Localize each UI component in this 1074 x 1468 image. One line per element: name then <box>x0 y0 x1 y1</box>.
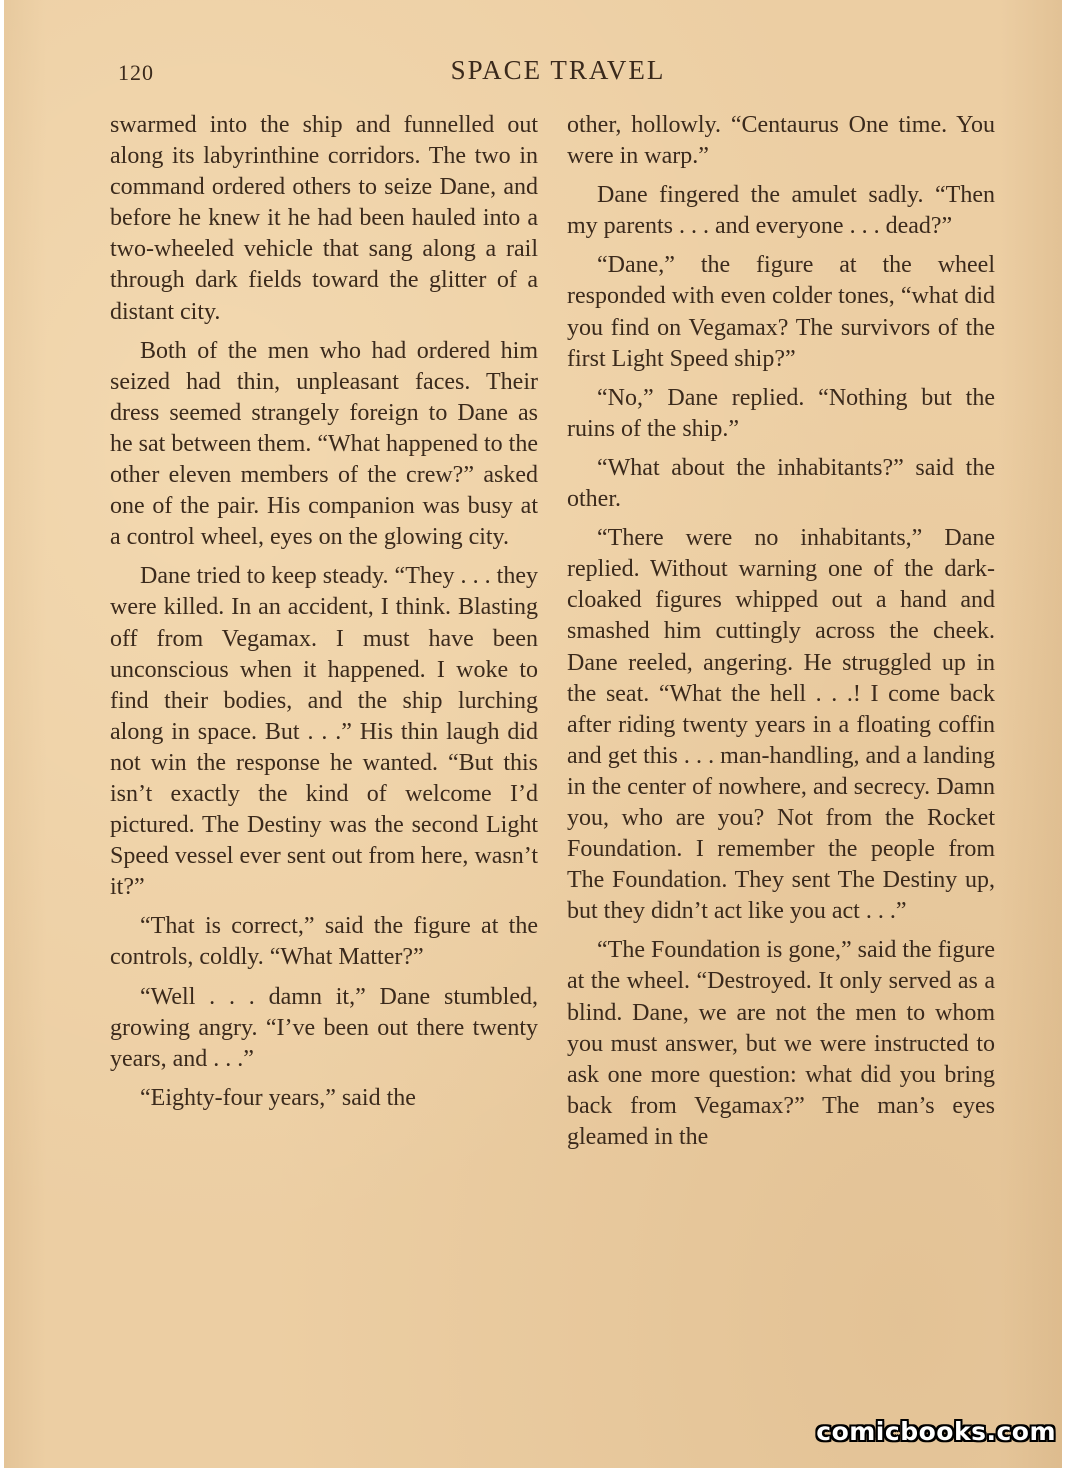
paragraph: swarmed into the ship and funnelled out along its labyrinthine corridors. The two in command ordered others to seize Dane, and before he knew it he had been hauled into a two-wheeled vehicle that sang along a rail through dark fields toward the glitter of a distant city. <box>110 112 538 325</box>
paragraph: other, hollowly. “Centaurus One time. You were in warp.” <box>567 112 995 170</box>
paragraph: Dane tried to keep steady. “They . . . they were killed. In an accident, I think. Blasting off from Vegamax. I must have been unconscious when it happened. I woke to find their bodies, and the ship lurching along in space. But . . .” His thin laugh did not win the response he wanted. “But this isn’t exactly the kind of welcome I’d pictured. The Destiny was the second Light Speed vessel ever sent out from here, wasn’t it?” <box>110 563 538 901</box>
paragraph: Both of the men who had ordered him seized had thin, unpleasant faces. Their dress seemed strangely foreign to Dane as he sat between them. “What happened to the other eleven members of the crew?” asked one of the pair. His companion was busy at a control wheel, eyes on the glowing city. <box>110 337 538 551</box>
page-number: 120 <box>118 60 154 85</box>
site-watermark: comicbooks.com <box>816 1417 1056 1446</box>
paragraph: “Dane,” the figure at the wheel responded with even colder tones, “what did you find on Vegamax? The survivors of the first Light Speed ship?” <box>567 252 995 372</box>
paragraph: “There were no inhabitants,” Dane replied. Without warning one of the dark-cloaked figures whipped out a hand and smashed him cuttingly across the cheek. Dane reeled, angering. He struggled up in the seat. “What the hell . . .! I come back after riding twenty years in a floating coffin and get this . . . man-handling, and a landing in the center of nowhere, and secrecy. Damn you, who are you? Not from the Rocket Foundation. I remember the people from The Foundation. They sent The Destiny up, but they didn’t act like you act . . .” <box>567 525 995 925</box>
paragraph: “Well . . . damn it,” Dane stumbled, growing angry. “I’ve been out there twenty years, and . . .” <box>110 983 538 1072</box>
paragraph: “What about the inhabitants?” said the other. <box>567 454 995 513</box>
running-title: SPACE TRAVEL <box>450 55 666 85</box>
paragraph: “That is correct,” said the figure at the controls, coldly. “What Matter?” <box>110 913 538 971</box>
right-text-column <box>567 110 995 1153</box>
paragraph: “Eighty-four years,” said the <box>140 1084 416 1111</box>
paragraph: Dane fingered the amulet sadly. “Then my parents . . . and everyone . . . dead?” <box>567 182 995 240</box>
paragraph: “The Foundation is gone,” said the figure at the wheel. “Destroyed. It only served as a blind. Dane, we are not the men to whom you must answer, but we were instructed to ask one more question: what did you bring back from Vegamax?” The man’s eyes gleamed in the <box>567 937 995 1150</box>
book-page <box>4 0 1062 1468</box>
left-text-column <box>110 110 538 1114</box>
paragraph: “No,” Dane replied. “Nothing but the ruins of the ship.” <box>567 384 995 442</box>
